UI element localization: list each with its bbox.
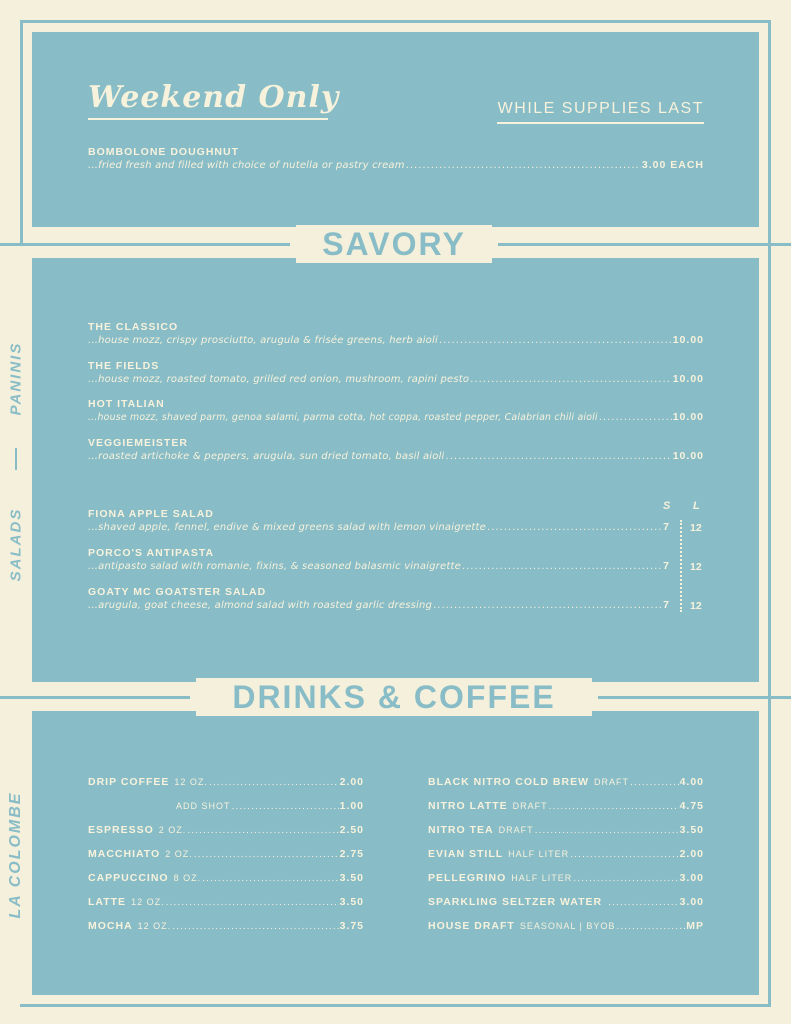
- menu-item-bombolone: [88, 146, 704, 171]
- item-price: 10.00: [672, 450, 704, 462]
- item-name: BOMBOLONE DOUGHNUT: [88, 146, 239, 158]
- drink-size: DRAFT: [512, 801, 548, 811]
- item-name: GOATY MC GOATSTER SALAD: [88, 586, 267, 598]
- leader-dots: [549, 800, 679, 812]
- drink-price: 4.00: [679, 776, 704, 788]
- item-description: ...house mozz, roasted tomato, grilled red onion, mushroom, rapini pesto: [88, 374, 470, 385]
- drink-row: [428, 896, 704, 908]
- drink-name: NITRO LATTE: [428, 800, 508, 812]
- drink-name: MACCHIATO: [88, 848, 161, 860]
- drink-name: HOUSE DRAFT: [428, 920, 515, 932]
- leader-dots: [187, 824, 338, 836]
- drink-price: 2.75: [339, 848, 364, 860]
- leader-dots: [462, 561, 662, 572]
- drink-price: 3.75: [339, 920, 364, 932]
- drinks-heading: DRINKS & COFFEE: [196, 678, 592, 716]
- leader-dots: [209, 776, 339, 788]
- menu-item-hot-italian: [88, 398, 704, 423]
- item-description: ...antipasto salad with romanie, fixins, & seasoned balasmic vinaigrette: [88, 561, 461, 572]
- item-name: THE FIELDS: [88, 360, 160, 372]
- leader-dots: [599, 412, 672, 423]
- drink-size: 12 OZ.: [174, 777, 208, 787]
- leader-dots: [487, 522, 662, 533]
- drink-size: DRAFT: [594, 777, 629, 787]
- drink-row: [88, 776, 364, 788]
- side-label-la-colombe: LA COLOMBE: [7, 791, 24, 919]
- drink-size: DRAFT: [498, 825, 534, 835]
- frame-line-savory-left: [0, 243, 290, 246]
- drink-row: [88, 896, 364, 908]
- drink-name: SPARKLING SELTZER WATER: [428, 896, 603, 908]
- supplies-underline: [497, 122, 704, 124]
- drink-name: ESPRESSO: [88, 824, 154, 836]
- item-price-large: 12: [690, 561, 702, 573]
- leader-dots: [232, 800, 339, 812]
- drink-price: 1.00: [339, 800, 364, 812]
- weekend-title-underline: [88, 118, 328, 120]
- size-divider: [680, 520, 682, 612]
- frame-line-savory-right: [498, 243, 791, 246]
- frame-line-right-mid: [768, 243, 771, 698]
- frame-line-drinks-right: [598, 696, 791, 699]
- item-price: 10.00: [672, 334, 704, 346]
- drink-price: 3.50: [679, 824, 704, 836]
- frame-line-right: [768, 20, 771, 245]
- leader-dots: [630, 776, 679, 788]
- drink-name: PELLEGRINO: [428, 872, 507, 884]
- item-price: 3.00 EACH: [641, 159, 704, 171]
- drink-name: LATTE: [88, 896, 127, 908]
- drink-price: MP: [686, 920, 704, 932]
- leader-dots: [446, 451, 672, 462]
- drink-row: [428, 872, 704, 884]
- leader-dots: [194, 848, 339, 860]
- leader-dots: [172, 920, 338, 932]
- frame-line-left: [20, 20, 23, 245]
- item-description: ...fried fresh and filled with choice of nutella or pastry cream: [88, 160, 405, 171]
- leader-dots: [570, 848, 678, 860]
- menu-item-veggiemeister: [88, 437, 704, 462]
- drink-name: MOCHA: [88, 920, 133, 932]
- drink-size: HALF LITER: [508, 849, 570, 859]
- drink-size: SEASONAL | BYOB: [519, 921, 616, 931]
- leader-dots: [535, 824, 679, 836]
- leader-dots: [439, 335, 672, 346]
- side-label-salads: SALADS: [7, 507, 25, 582]
- drink-price: 3.00: [679, 872, 704, 884]
- item-description: ...house mozz, shaved parm, genoa salami, parma cotta, hot coppa, roasted pepper, Calabrian chili aioli: [88, 412, 598, 423]
- drink-size: 2 OZ.: [165, 849, 193, 859]
- drink-size: 12 OZ.: [137, 921, 172, 931]
- weekend-panel: [32, 32, 759, 227]
- item-price-small: 7: [663, 521, 670, 533]
- frame-line-right-bottom: [768, 696, 771, 1006]
- drink-row: [88, 848, 364, 860]
- leader-dots: [470, 374, 671, 385]
- drink-size: 8 OZ.: [173, 873, 202, 883]
- leader-dots: [616, 920, 685, 932]
- item-description: ...roasted artichoke & peppers, arugula, sun dried tomato, basil aioli: [88, 451, 445, 462]
- drink-size: 2 OZ.: [158, 825, 187, 835]
- drink-price: 2.00: [679, 848, 704, 860]
- drink-size: ADD SHOT: [176, 801, 231, 811]
- drink-name: DRIP COFFEE: [88, 776, 170, 788]
- item-price: 10.00: [672, 373, 704, 385]
- size-large-header: L: [693, 500, 700, 512]
- item-price-large: 12: [690, 600, 702, 612]
- item-name: VEGGIEMEISTER: [88, 437, 188, 449]
- item-name: THE CLASSICO: [88, 321, 179, 333]
- drink-row: [428, 824, 704, 836]
- drink-name: NITRO TEA: [428, 824, 494, 836]
- leader-dots: [433, 600, 662, 611]
- item-name: FIONA APPLE SALAD: [88, 508, 214, 520]
- side-divider-dash: [15, 448, 17, 470]
- drink-row: [88, 824, 364, 836]
- size-small-header: S: [663, 500, 671, 512]
- drink-row: [88, 872, 364, 884]
- drink-name: BLACK NITRO COLD BREW: [428, 776, 589, 788]
- drink-price: 2.50: [339, 824, 364, 836]
- drink-name: EVIAN STILL: [428, 848, 504, 860]
- drink-row: [88, 920, 364, 932]
- menu-item-fiona-apple: [88, 508, 670, 533]
- drink-size: HALF LITER: [511, 873, 573, 883]
- savory-heading: SAVORY: [296, 225, 492, 263]
- leader-dots: [608, 896, 678, 908]
- side-label-paninis: PANINIS: [7, 341, 25, 416]
- item-price: 10.00: [672, 411, 704, 423]
- menu-item-porcos-antipasta: [88, 547, 670, 572]
- drink-price: 3.00: [679, 896, 704, 908]
- drink-price: 3.50: [339, 896, 364, 908]
- weekend-title: Weekend Only: [88, 80, 340, 115]
- drink-name: CAPPUCCINO: [88, 872, 169, 884]
- item-description: ...shaved apple, fennel, endive & mixed greens salad with lemon vinaigrette: [88, 522, 487, 533]
- drink-row: [428, 920, 704, 932]
- drink-price: 2.00: [339, 776, 364, 788]
- item-price-small: 7: [663, 599, 670, 611]
- item-name: PORCO'S ANTIPASTA: [88, 547, 215, 559]
- drink-row: [428, 776, 704, 788]
- drink-row: [176, 800, 364, 812]
- drink-row: [428, 848, 704, 860]
- item-description: ...house mozz, crispy prosciutto, arugula & frisée greens, herb aioli: [88, 335, 438, 346]
- menu-item-fields: [88, 360, 704, 385]
- frame-line-bottom: [20, 1004, 771, 1007]
- supplies-tagline: WHILE SUPPLIES LAST: [497, 100, 704, 117]
- frame-line-drinks-left: [0, 696, 190, 699]
- drink-price: 4.75: [679, 800, 704, 812]
- menu-item-goaty-mc-goatster: [88, 586, 670, 611]
- item-price-large: 12: [690, 522, 702, 534]
- leader-dots: [406, 160, 641, 171]
- item-price-small: 7: [663, 560, 670, 572]
- frame-line-top: [20, 20, 771, 23]
- leader-dots: [202, 872, 338, 884]
- leader-dots: [573, 872, 678, 884]
- drink-price: 3.50: [339, 872, 364, 884]
- drink-size: 12 OZ.: [131, 897, 165, 907]
- item-description: ...arugula, goat cheese, almond salad with roasted garlic dressing: [88, 600, 433, 611]
- menu-item-classico: [88, 321, 704, 346]
- leader-dots: [166, 896, 339, 908]
- drink-row: [428, 800, 704, 812]
- item-name: HOT ITALIAN: [88, 398, 165, 410]
